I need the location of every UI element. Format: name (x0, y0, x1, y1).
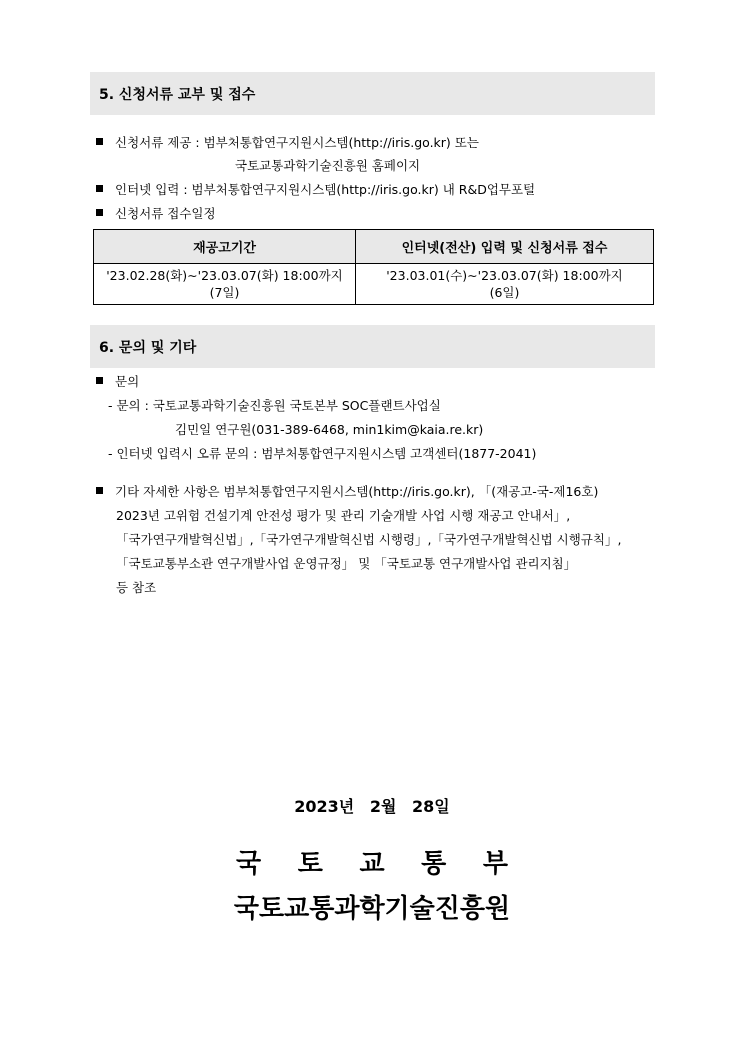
square-bullet-icon (96, 487, 103, 494)
table-header-cell: 재공고기간 (94, 230, 356, 264)
schedule-label: 신청서류 접수일정 (115, 206, 216, 221)
schedule-table (93, 229, 654, 305)
ministry-name-char: 토 (297, 849, 323, 879)
ministry-name-char: 교 (359, 849, 385, 879)
etc-line-3: 「국가연구개발혁신법」,「국가연구개발혁신법 시행령」,「국가연구개발혁신법 시행규칙」, (116, 532, 622, 547)
contact-line-3: - 인터넷 입력시 오류 문의 : 범부처통합연구지원시스템 고객센터(1877-2041) (108, 446, 537, 461)
ministry-name-char: 국 (236, 849, 262, 879)
square-bullet-icon (96, 209, 103, 216)
ministry-name (236, 843, 508, 880)
agency-name: 국토교통과학기술진흥원 (233, 894, 511, 924)
section-5-title: 5. 신청서류 교부 및 접수 (90, 72, 655, 115)
etc-line-5: 등 참조 (116, 580, 157, 595)
bullet-item-etc (96, 483, 598, 500)
bullet-item-inquiry (96, 373, 139, 390)
announcement-date: 2023년 2월 28일 (294, 797, 450, 816)
etc-line-1: 기타 자세한 사항은 범부처통합연구지원시스템(http://iris.go.kr), 「(재공고-국-제16호) (115, 484, 599, 499)
bullet-item-schedule (96, 205, 216, 222)
ministry-name-char: 통 (421, 849, 447, 879)
etc-line-2: 2023년 고위험 건설기계 안전성 평가 및 관리 기술개발 사업 시행 재공고 안내서」, (116, 508, 571, 523)
period-days: (7일) (209, 285, 240, 300)
period-dates: '23.02.28(화)∼'23.03.07(화) 18:00까지 (106, 268, 343, 283)
submission-dates: '23.03.01(수)∼'23.03.07(화) 18:00까지 (386, 268, 623, 283)
table-cell-reannouncement-period (94, 264, 356, 305)
table-cell-submission-period (356, 264, 654, 305)
bullet-item-documents (96, 134, 479, 151)
table-row (94, 264, 654, 305)
etc-line-4: 「국토교통부소관 연구개발사업 운영규정」 및 「국토교통 연구개발사업 관리지침」 (116, 556, 577, 571)
submission-days: (6일) (489, 285, 520, 300)
square-bullet-icon (96, 377, 103, 384)
square-bullet-icon (96, 138, 103, 145)
table-header-row (94, 230, 654, 264)
table-header-cell: 인터넷(전산) 입력 및 신청서류 접수 (356, 230, 654, 264)
documents-provision-text: 신청서류 제공 : 범부처통합연구지원시스템(http://iris.go.kr) 또는 (115, 135, 479, 150)
square-bullet-icon (96, 185, 103, 192)
contact-line-1: - 문의 : 국토교통과학기술진흥원 국토본부 SOC플랜트사업실 (108, 398, 441, 413)
inquiry-label: 문의 (115, 374, 140, 389)
ministry-name-char: 부 (482, 849, 508, 879)
section-6-title: 6. 문의 및 기타 (90, 325, 655, 368)
documents-provision-continuation: 국토교통과학기술진흥원 홈페이지 (235, 158, 421, 173)
internet-input-text: 인터넷 입력 : 범부처통합연구지원시스템(http://iris.go.kr) 내 R&D업무포털 (115, 182, 536, 197)
contact-line-2: 김민일 연구원(031-389-6468, min1kim@kaia.re.kr) (175, 422, 484, 437)
bullet-item-internet-input (96, 181, 535, 198)
